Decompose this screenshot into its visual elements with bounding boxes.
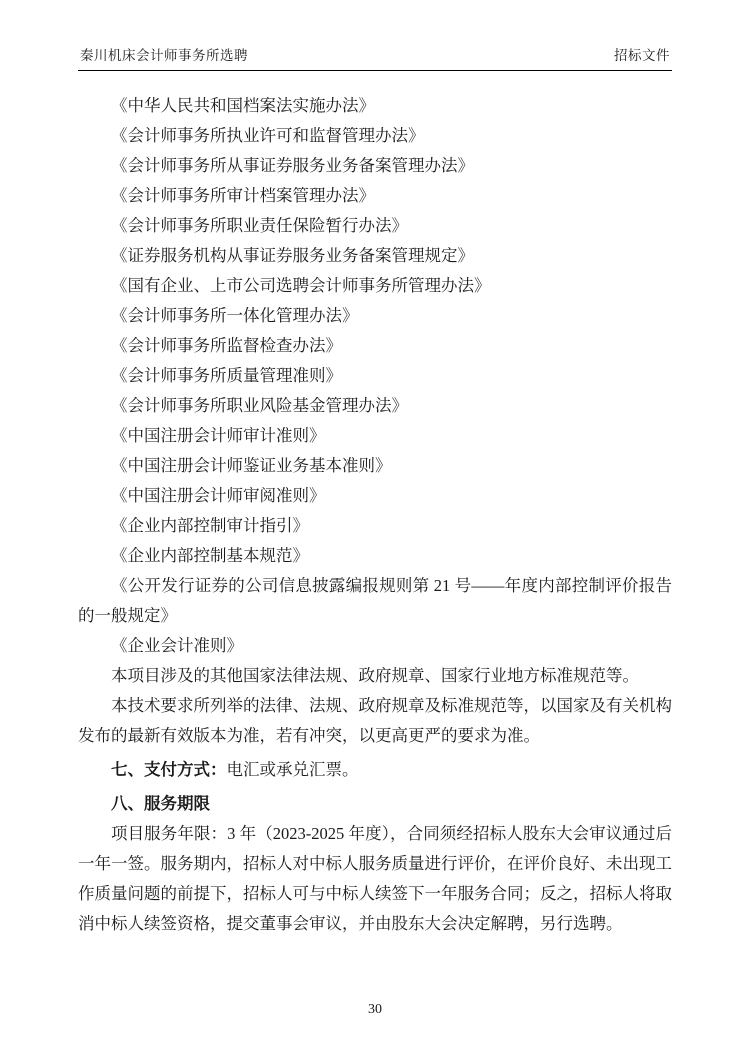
regulation-item-long: 《公开发行证券的公司信息披露编报规则第 21 号——年度内部控制评价报告的一般规定》 <box>78 576 672 625</box>
regulation-item: 《会计师事务所一体化管理办法》 <box>111 306 359 325</box>
standard-version-paragraph: 本技术要求所列举的法律、法规、政府规章及标准规范等，以国家及有关机构发布的最新有效版本为准，若有冲突，以更高更严的要求为准。 <box>78 696 672 745</box>
regulation-item: 《国有企业、上市公司选聘会计师事务所管理办法》 <box>111 276 491 295</box>
section-eight-paragraph: 项目服务年限：3 年（2023-2025 年度），合同须经招标人股东大会审议通过后一年一签。服务期内，招标人对中标人服务质量进行评价，在评价良好、未出现工作质量问题的前提下，招标人可与中标人续签下一年服务合同；反之，招标人将取消中标人续签资格，提交董事会审议，并由股东大会决定解聘，另行选聘。 <box>78 824 672 933</box>
regulation-item: 《会计师事务所职业责任保险暂行办法》 <box>111 216 408 235</box>
section-seven-title: 七、支付方式： <box>111 760 227 779</box>
page-header <box>78 44 672 71</box>
page-number: 30 <box>368 1002 382 1017</box>
regulation-item: 《中国注册会计师审阅准则》 <box>111 486 326 505</box>
regulation-item: 《企业内部控制基本规范》 <box>111 546 309 565</box>
regulation-item: 《证券服务机构从事证券服务业务备案管理规定》 <box>111 246 474 265</box>
regulation-item: 《会计师事务所监督检查办法》 <box>111 336 342 355</box>
header-right-title: 招标文件 <box>614 48 670 63</box>
regulation-item: 《企业会计准则》 <box>111 636 243 655</box>
page-footer <box>0 1002 750 1018</box>
regulation-item: 《会计师事务所质量管理准则》 <box>111 366 342 385</box>
regulation-item: 《会计师事务所执业许可和监督管理办法》 <box>111 126 425 145</box>
regulation-item: 《中国注册会计师审计准则》 <box>111 426 326 445</box>
regulation-item: 《会计师事务所职业风险基金管理办法》 <box>111 396 408 415</box>
regulation-item: 《会计师事务所审计档案管理办法》 <box>111 186 375 205</box>
section-seven-heading <box>78 755 672 785</box>
document-body <box>78 71 672 939</box>
header-left-title: 秦川机床会计师事务所选聘 <box>80 48 248 63</box>
other-laws-paragraph: 本项目涉及的其他国家法律法规、政府规章、国家行业地方标准规范等。 <box>111 666 639 685</box>
regulation-item: 《会计师事务所从事证券服务业务备案管理办法》 <box>111 156 474 175</box>
regulation-item: 《企业内部控制审计指引》 <box>111 516 309 535</box>
regulation-item: 《中国注册会计师鉴证业务基本准则》 <box>111 456 392 475</box>
section-seven-content: 电汇或承兑汇票。 <box>226 760 359 779</box>
section-eight-heading: 八、服务期限 <box>111 794 210 813</box>
regulation-item: 《中华人民共和国档案法实施办法》 <box>111 96 375 115</box>
